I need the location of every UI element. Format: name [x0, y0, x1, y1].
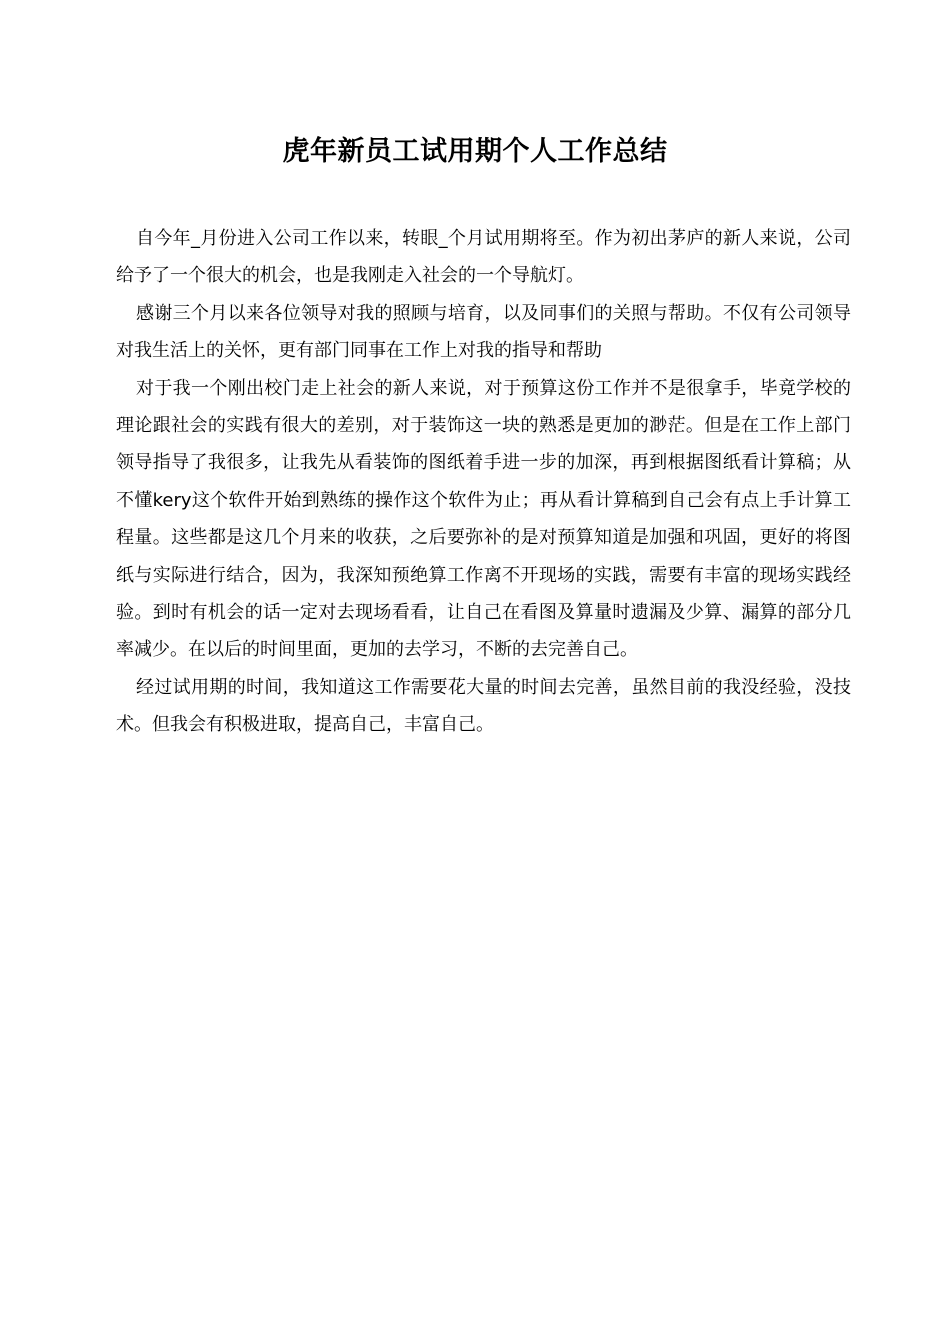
document-title: 虎年新员工试用期个人工作总结	[282, 136, 668, 167]
document-body	[116, 220, 851, 744]
paragraph-intro: 自今年_月份进入公司工作以来，转眼_个月试用期将至。作为初出茅庐的新人来说，公司给予了一个很大的机会，也是我刚走入社会的一个导航灯。	[116, 228, 851, 287]
paragraph-learning: 对于我一个刚出校门走上社会的新人来说，对于预算这份工作并不是很拿手，毕竟学校的理论跟社会的实践有很大的差别，对于装饰这一块的熟悉是更加的渺茫。但是在工作上部门领导指导了我很多，让我先从看装饰的图纸着手进一步的加深，再到根据图纸看计算稿；从不懂kery这个软件开始到熟练的操作这个软件为止；再从看计算稿到自己会有点上手计算工程量。这些都是这几个月来的收获，之后要弥补的是对预算知道是加强和巩固，更好的将图纸与实际进行结合，因为，我深知预绝算工作离不开现场的实践，需要有丰富的现场实践经验。到时有机会的话一定对去现场看看，让自己在看图及算量时遗漏及少算、漏算的部分几率减少。在以后的时间里面，更加的去学习，不断的去完善自己。	[116, 377, 851, 661]
paragraph-conclusion: 经过试用期的时间，我知道这工作需要花大量的时间去完善，虽然目前的我没经验，没技术。但我会有积极进取，提高自己，丰富自己。	[116, 676, 851, 736]
paragraph-thanks: 感谢三个月以来各位领导对我的照顾与培育，以及同事们的关照与帮助。不仅有公司领导对我生活上的关怀，更有部门同事在工作上对我的指导和帮助	[116, 302, 851, 362]
